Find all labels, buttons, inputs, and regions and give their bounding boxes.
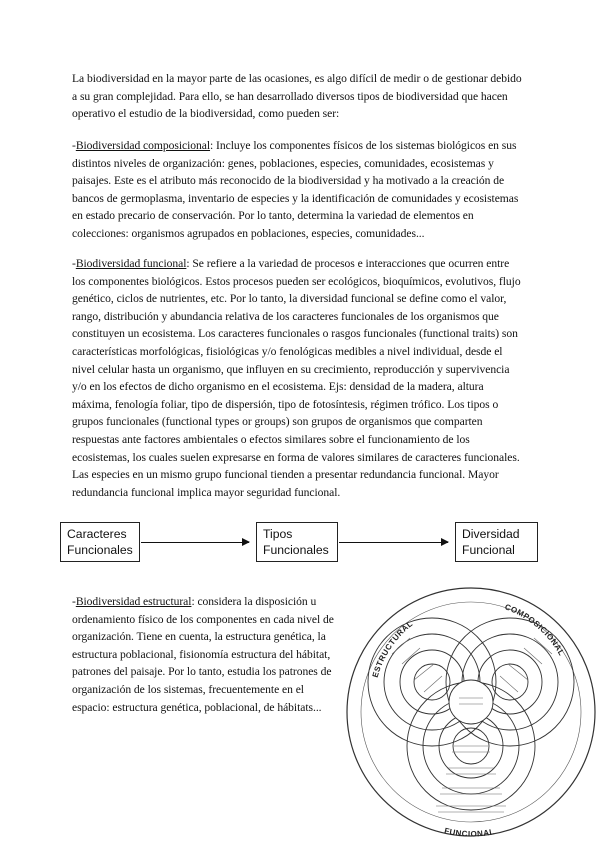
biodiversity-levels-diagram (344, 584, 598, 840)
intro-paragraph: La biodiversidad en la mayor parte de las ocasiones, es algo difícil de medir o de gestionar debido a su gran complejidad. Para ello, se han desarrollado diversos tipos de biodiversidad que hacen operativo el estudio de la biodiversidad, como pueden ser: (72, 72, 522, 121)
estructural-paragraph (72, 593, 340, 716)
estructural-term: Biodiversidad estructural (75, 595, 192, 608)
label-funcional: FUNCIONAL (443, 826, 496, 839)
funcional-term: Biodiversidad funcional (75, 257, 187, 270)
estructural-prefix: - (72, 595, 76, 608)
label-composicional: COMPOSICIONAL (503, 602, 567, 658)
flow-arrow-1 (141, 542, 249, 543)
caracteres-funcionales-box: Caracteres Funcionales (60, 522, 140, 562)
flow-arrow-2 (339, 542, 448, 543)
funcional-text: : Se refiere a la variedad de procesos e interacciones que ocurren entre los componentes biológicos. Estos procesos pueden ser ecológicos, bioquímicos, evolutivos, flujo genético, ciclos de nutrientes, etc. Por lo tanto, la diversidad funcional se define como el valor, rango, distribución y abundancia relativa de los caracteres funcionales de los organismos que constituyen un ecosistema. Los caracteres funcionales o rasgos funcionales (functional traits) son características morfológicas, fisiológicas y/o fenológicas medibles a nivel individual, desde el nivel celular hasta un organismo, que influyen en su crecimiento, reproducción y supervivencia y/o en los efectos de dicho organismo en el ecosistema. Ejs: densidad de la madera, altura máxima, fenología foliar, tipo de dispersión, tipo de fotosíntesis, régimen trófico. Los tipos o grupos funcionales (functional types or groups) son grupos de organismos que comparten respuestas ante factores ambientales o efectos similares sobre el funcionamiento de los ecosistemas, los cuales suelen expresarse en forma de valores similares de caracteres funcionales. Las especies en un mismo grupo funcional tienden a presentar redundancia funcional. Mayor redundancia funcional implica mayor seguridad funcional. (72, 257, 521, 499)
composicional-text: : Incluye los componentes físicos de los sistemas biológicos en sus distintos niveles de organización: genes, poblaciones, especies, comunidades, ecosistemas y paisajes. Este es el atributo más reconocido de la biodiversidad y ha motivado a la creación de bancos de germoplasma, inventario de especies y la identificación de comunidades y ecosistemas en estado precario de conservación. Por lo tanto, determina la variedad de elementos en colecciones: organismos agrupados en poblaciones, especies, comunidades... (72, 139, 519, 240)
tiny-text-marks (392, 638, 552, 812)
composicional-paragraph (72, 137, 524, 243)
tipos-funcionales-box: Tipos Funcionales (256, 522, 338, 562)
funcional-prefix: - (72, 257, 76, 270)
label-estructural: ESTRUCTURAL (370, 618, 415, 679)
diversidad-funcional-box: Diversidad Funcional (455, 522, 538, 562)
center-circle (449, 680, 493, 724)
composicional-term: Biodiversidad composicional (75, 139, 211, 152)
estructural-text: : considera la disposición u ordenamiento físico de los componentes en cada nivel de organización. Tiene en cuenta, la estructura genética, la estructura poblacional, fisionomía estructura del hábitat, patrones del paisaje. Por lo tanto, estudia los patrones de organización de los sistemas, frecuentemente en el espacio: estructura genética, poblacional, de hábitats... (72, 595, 334, 714)
composicional-prefix: - (72, 139, 76, 152)
funcional-paragraph (72, 255, 524, 501)
